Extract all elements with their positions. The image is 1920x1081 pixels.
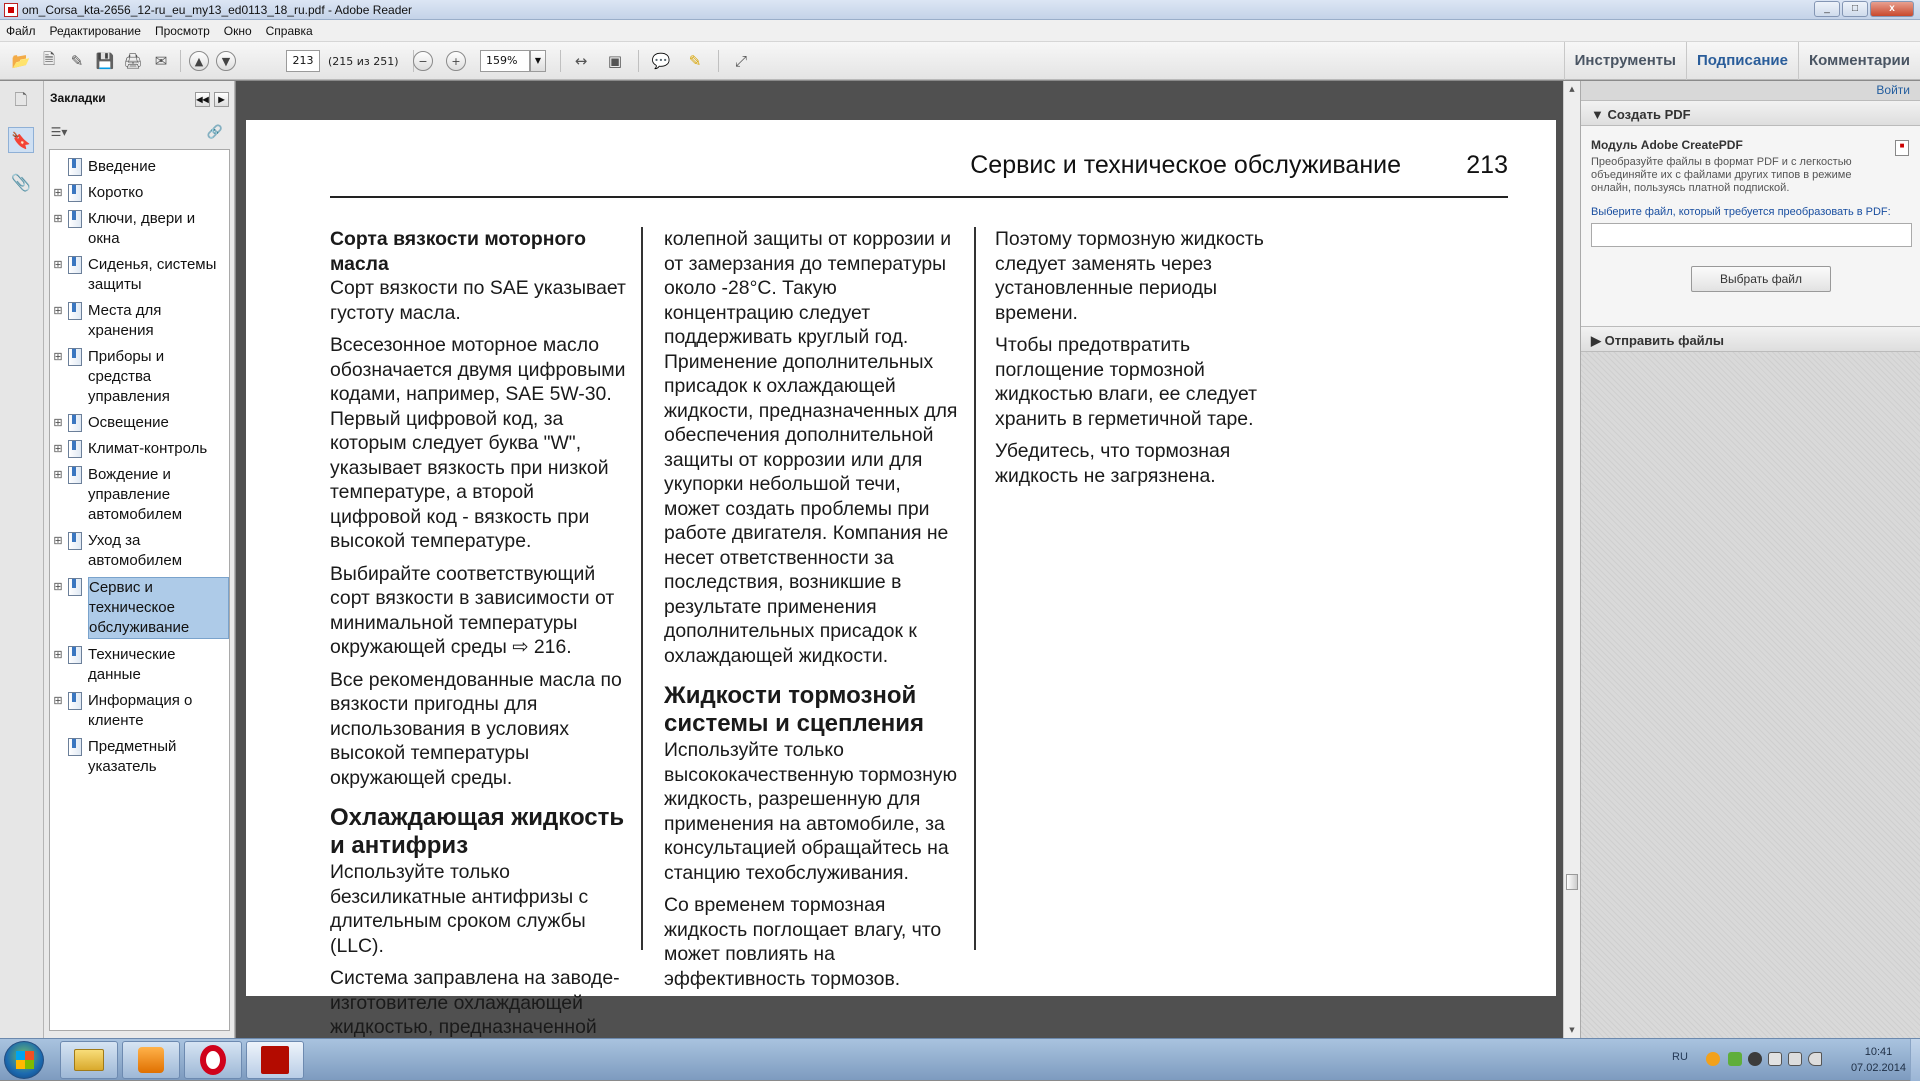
bookmark-icon <box>68 466 82 484</box>
bookmark-label: Освещение <box>88 414 169 431</box>
bookmark-label: Сиденья, системы защиты <box>88 256 217 293</box>
bookmark-label: Предметный указатель <box>88 738 177 775</box>
tab-sign[interactable]: Подписание <box>1686 42 1798 80</box>
expand-icon[interactable]: ⤢ <box>734 52 747 70</box>
bookmark-item[interactable] <box>50 252 229 298</box>
expand-plus-icon[interactable]: ⊞ <box>53 187 63 199</box>
bookmark-item[interactable] <box>50 410 229 436</box>
text-column-3 <box>995 227 1295 496</box>
window-controls <box>1814 1 1914 17</box>
bookmark-icon <box>68 440 82 458</box>
paragraph: Все рекомендованные масла по вязкости пригодны для использования в условиях высокой температуры окружающей среды. <box>330 668 622 789</box>
create-pdf-section <box>1581 126 1920 326</box>
bookmark-icon <box>68 646 82 664</box>
taskbar-explorer[interactable] <box>60 1041 118 1079</box>
folder-icon <box>74 1049 104 1071</box>
column-divider <box>974 227 976 950</box>
paragraph: Всесезонное моторное масло обозначается двумя цифровыми кодами, например, SAE 5W-30. Первый цифровой код, за которым следует буква "W", указывает вязкость при низкой температуре, а второй цифровой код - вязкость при высокой температуре. <box>330 334 626 552</box>
paragraph: Используйте только высококачественную тормозную жидкость, разрешенную для применения на автомобиле, за консультацией обращайтесь на станцию техобслуживания. <box>664 739 958 884</box>
bookmark-item[interactable] <box>50 206 229 252</box>
bookmarks-toolbar <box>44 119 235 149</box>
page-number-input[interactable]: 213 <box>286 50 320 72</box>
scroll-up-icon[interactable]: ▲ <box>1569 85 1575 93</box>
expand-plus-icon[interactable]: ⊞ <box>53 469 63 481</box>
tray-app-icon[interactable] <box>1748 1052 1762 1066</box>
pdf-file-icon: ■ <box>1895 140 1909 156</box>
page-count: (215 из 251) <box>328 55 399 68</box>
text-column-2 <box>664 227 959 999</box>
adobe-reader-icon <box>261 1046 289 1074</box>
right-tools-panel <box>1580 81 1920 1038</box>
bookmark-item[interactable] <box>50 688 229 734</box>
windows-logo-icon <box>16 1051 34 1069</box>
zoom-dropdown-icon[interactable]: ▼ <box>530 50 546 72</box>
fit-page-icon[interactable]: ▣ <box>607 52 623 70</box>
previous-page-icon[interactable]: ▲ <box>189 51 209 71</box>
bookmark-label: Ключи, двери и окна <box>88 210 196 247</box>
highlight-icon[interactable]: ✎ <box>688 52 702 70</box>
column-divider <box>641 227 643 950</box>
expand-plus-icon[interactable]: ⊞ <box>53 581 63 593</box>
paragraph: Чтобы предотвратить поглощение тормозной жидкостью влаги, ее следует хранить в герметичной таре. <box>995 334 1257 430</box>
right-tabs <box>1564 42 1920 80</box>
title-bar <box>0 0 1920 20</box>
bookmark-label: Вождение и управление автомобилем <box>88 466 183 523</box>
heading-brake-fluid: Жидкости тормозной системы и сцепления <box>664 682 925 737</box>
bookmark-label: Места для хранения <box>88 302 162 339</box>
paragraph: Система заправлена на заводе-изготовителе охлаждающей жидкостью, предназначенной <box>330 967 620 1038</box>
start-button[interactable] <box>4 1041 44 1079</box>
bookmark-item[interactable] <box>50 462 229 528</box>
bookmark-icon <box>68 210 82 228</box>
taskbar-adobe-reader[interactable] <box>246 1041 304 1079</box>
bookmark-item[interactable] <box>50 734 229 780</box>
scroll-down-icon[interactable]: ▼ <box>1569 1026 1575 1034</box>
bookmarks-header <box>44 81 235 119</box>
expand-plus-icon[interactable]: ⊞ <box>53 351 63 363</box>
paragraph: Со временем тормозная жидкость поглощает влагу, что может повлиять на эффективность тормозов. <box>664 894 942 990</box>
expand-bookmark-icon[interactable]: 🔗 <box>206 124 224 140</box>
taskbar-media-player[interactable] <box>122 1041 180 1079</box>
bookmarks-title: Закладки <box>50 91 106 105</box>
heading-coolant: Охлаждающая жидкость и антифриз <box>330 804 625 859</box>
module-title: Модуль Adobe CreatePDF <box>1591 138 1743 152</box>
print-icon[interactable]: 🖨 <box>123 52 143 70</box>
minimize-button[interactable]: _ <box>1814 1 1840 17</box>
bookmark-item[interactable] <box>50 180 229 206</box>
menu-bar <box>0 20 1920 42</box>
clock[interactable] <box>1851 1044 1906 1076</box>
monitor-icon[interactable] <box>1788 1052 1802 1066</box>
choose-file-button[interactable]: Выбрать файл <box>1691 266 1831 292</box>
tab-tools[interactable]: Инструменты <box>1564 42 1686 80</box>
paragraph: Убедитесь, что тормозная жидкость не загрязнена. <box>995 440 1231 487</box>
zoom-input[interactable]: 159% <box>480 50 530 72</box>
bookmarks-icon[interactable]: 🔖 <box>8 127 34 153</box>
paragraph: Используйте только безсиликатные антифризы с длительным сроком службы (LLC). <box>330 861 589 957</box>
menu-file[interactable]: Файл <box>6 23 36 38</box>
send-files-title: Отправить файлы <box>1604 333 1725 348</box>
toolbar <box>0 42 1920 80</box>
bookmark-label: Технические данные <box>88 646 176 683</box>
clock-date: 07.02.2014 <box>1850 1062 1906 1074</box>
menu-edit[interactable]: Редактирование <box>49 23 141 38</box>
fit-width-icon[interactable]: ↔ <box>574 52 588 70</box>
show-desktop-button[interactable] <box>1910 1039 1920 1081</box>
bookmark-label: Уход за автомобилем <box>88 532 183 569</box>
expand-plus-icon[interactable]: ⊞ <box>53 213 63 225</box>
collapse-panel-icon[interactable]: ◀◀ <box>195 92 210 107</box>
bookmark-icon <box>68 348 82 366</box>
bookmark-label: Приборы и средства управления <box>88 348 170 405</box>
close-button[interactable]: x <box>1870 1 1914 17</box>
bookmark-item[interactable] <box>50 298 229 344</box>
page-header-number: 213 <box>1466 151 1508 179</box>
bookmark-label: Климат-контроль <box>88 440 208 457</box>
bookmark-item[interactable] <box>50 642 229 688</box>
expand-plus-icon[interactable]: ⊞ <box>53 443 63 455</box>
bookmark-label: Сервис и техническое обслуживание <box>88 577 229 639</box>
paragraph: Поэтому тормозную жидкость следует заменять через установленные периоды времени. <box>995 228 1264 324</box>
bookmark-item[interactable] <box>50 574 229 642</box>
comment-icon[interactable]: 💬 <box>651 52 671 70</box>
bookmark-item[interactable] <box>50 436 229 462</box>
window-title: om_Corsa_kta-2656_12-ru_eu_my13_ed0113_18_ru.pdf - Adobe Reader <box>22 3 413 17</box>
heading-oil-viscosity: Сорта вязкости моторного масла <box>330 228 586 275</box>
edit-icon[interactable]: ✎ <box>70 52 84 70</box>
panel-empty-area <box>1581 352 1920 1038</box>
file-path-field[interactable] <box>1591 223 1912 247</box>
adobe-reader-icon <box>4 3 18 17</box>
menu-help[interactable]: Справка <box>265 23 313 38</box>
bookmark-icon <box>68 532 82 550</box>
bookmark-icon <box>68 184 82 202</box>
clock-time: 10:41 <box>1864 1046 1893 1058</box>
bookmark-icon <box>68 578 82 596</box>
document-area[interactable] <box>236 81 1563 1038</box>
menu-view[interactable]: Просмотр <box>154 23 210 38</box>
paragraph: Выбирайте соответствующий сорт вязкости в зависимости от минимальной температуры окружающей среды ⇨ 216. <box>330 562 615 658</box>
page-header <box>330 146 1508 198</box>
vertical-scrollbar[interactable] <box>1563 81 1580 1038</box>
navigation-pane <box>0 81 44 1038</box>
speaker-icon[interactable] <box>1808 1052 1822 1066</box>
tray-app-icon[interactable] <box>1706 1052 1720 1066</box>
create-pdf-title: Создать PDF <box>1607 107 1691 122</box>
taskbar <box>0 1038 1920 1080</box>
expand-plus-icon[interactable]: ⊞ <box>53 305 63 317</box>
attachments-icon[interactable]: 📎 <box>11 172 31 192</box>
opera-icon <box>200 1045 226 1075</box>
zoom-out-icon[interactable]: − <box>413 51 433 71</box>
open-file-icon[interactable]: 📂 <box>11 52 31 70</box>
save-icon[interactable]: 💾 <box>95 52 115 70</box>
bookmark-icon <box>68 738 82 756</box>
bookmark-icon <box>68 414 82 432</box>
module-description: Преобразуйте файлы в формат PDF и с легкостью объединяйте их с файлами других типов в режиме онлайн, пользуясь платной подпиской. <box>1591 156 1852 194</box>
page-thumbnails-icon[interactable]: 🗋 <box>14 89 28 109</box>
paragraph: Сорт вязкости по SAE указывает густоту масла. <box>330 277 626 324</box>
create-pdf-icon[interactable]: 🗎 <box>42 49 56 68</box>
language-indicator[interactable]: RU <box>1672 1051 1688 1063</box>
triangle-down-icon: ▼ <box>1591 107 1604 122</box>
bookmark-icon <box>68 256 82 274</box>
bookmark-item[interactable] <box>50 528 229 574</box>
bookmark-icon <box>68 302 82 320</box>
bookmark-icon <box>68 692 82 710</box>
maximize-button[interactable]: □ <box>1842 1 1868 17</box>
bookmarks-panel <box>44 81 235 1038</box>
pdf-page <box>246 120 1556 1038</box>
panel-options-icon[interactable]: ▶ <box>214 92 229 107</box>
bookmark-item[interactable] <box>50 344 229 410</box>
bookmark-label: Информация о клиенте <box>88 692 193 729</box>
paragraph: колепной защиты от коррозии и от замерзания до температуры около -28°C. Такую концентрацию следует поддерживать круглый год. Применение дополнительных присадок к охлаждающей жидкости, предназначенных для обеспечения дополнительной защиты от коррозии или для укупорки небольшой течи, может создать проблемы при работе двигателя. Компания не несет ответственности за последствия, возникшие в результате применения дополнительных присадок к охлаждающей жидкости. <box>664 228 958 667</box>
expand-plus-icon[interactable]: ⊞ <box>53 695 63 707</box>
expand-plus-icon[interactable]: ⊞ <box>53 417 63 429</box>
choose-file-label: Выберите файл, который требуется преобразовать в PDF: <box>1591 206 1891 218</box>
network-tray-icon[interactable] <box>1728 1052 1742 1066</box>
taskbar-opera[interactable] <box>184 1041 242 1079</box>
page-header-title: Сервис и техническое обслуживание <box>970 151 1401 179</box>
options-menu-icon[interactable]: ☰▾ <box>50 125 68 139</box>
send-files-header[interactable] <box>1581 326 1920 352</box>
expand-plus-icon[interactable]: ⊞ <box>53 535 63 547</box>
menu-window[interactable]: Окно <box>223 23 252 38</box>
expand-plus-icon[interactable]: ⊞ <box>53 649 63 661</box>
bookmark-label: Коротко <box>88 184 144 201</box>
bookmark-item[interactable] <box>50 154 229 180</box>
media-player-icon <box>138 1047 164 1073</box>
bookmarks-list <box>49 149 230 1031</box>
scrollbar-thumb[interactable] <box>1566 874 1578 890</box>
create-pdf-header[interactable] <box>1581 100 1920 126</box>
flag-icon[interactable] <box>1768 1052 1782 1066</box>
bookmark-label: Введение <box>88 158 156 175</box>
triangle-right-icon: ▶ <box>1591 333 1601 348</box>
bookmark-icon <box>68 158 82 176</box>
text-column-1 <box>330 227 628 1072</box>
tab-comments[interactable]: Комментарии <box>1798 42 1920 80</box>
email-icon[interactable]: ✉ <box>154 52 168 70</box>
expand-plus-icon[interactable]: ⊞ <box>53 259 63 271</box>
next-page-icon[interactable]: ▼ <box>216 51 236 71</box>
system-tray <box>1620 1039 1920 1081</box>
zoom-in-icon[interactable]: + <box>446 51 466 71</box>
login-link[interactable]: Войти <box>1876 83 1910 97</box>
